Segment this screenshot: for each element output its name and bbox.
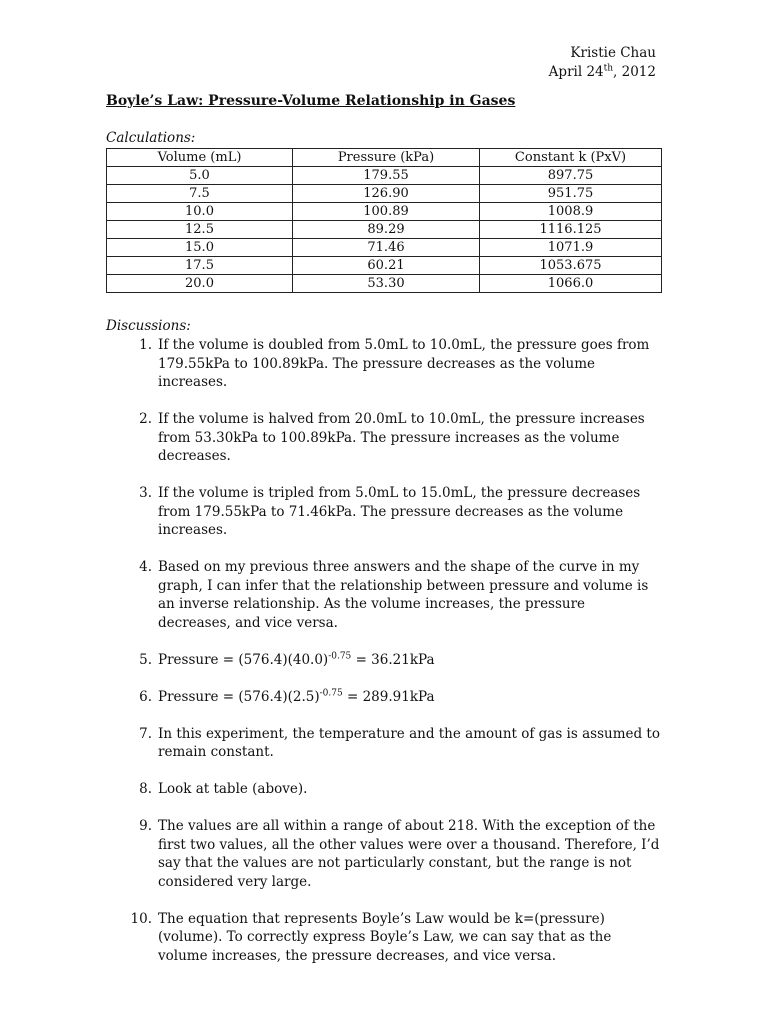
- cell-constant: 1116.125: [480, 221, 662, 239]
- date-ordinal: th: [603, 63, 614, 74]
- discussion-text: The values are all within a range of about 218. With the exception of the first two values, all the other values were over a thousand. Therefore, I’d say that the values are not particularly constant, but the range is not considered very large.: [158, 818, 660, 890]
- table-header-row: [107, 149, 662, 167]
- cell-constant: 897.75: [480, 167, 662, 185]
- header-volume: Volume (mL): [107, 149, 293, 167]
- calculations-label: Calculations:: [106, 130, 196, 146]
- discussion-item: [130, 651, 660, 670]
- author-name: Kristie Chau: [570, 45, 656, 61]
- discussion-item: [130, 484, 660, 540]
- report-date: [549, 63, 656, 82]
- discussion-item: [130, 780, 660, 799]
- cell-volume: 7.5: [107, 185, 293, 203]
- table-row: [107, 203, 662, 221]
- discussions-list: [130, 336, 660, 984]
- formula-part: = 36.21kPa: [351, 651, 435, 668]
- cell-pressure: 179.55: [293, 167, 480, 185]
- discussion-number: 7.: [139, 725, 152, 742]
- discussion-item: [130, 910, 660, 966]
- cell-constant: 951.75: [480, 185, 662, 203]
- discussion-item: [130, 410, 660, 466]
- cell-volume: 20.0: [107, 275, 293, 293]
- discussion-text: If the volume is doubled from 5.0mL to 10.0mL, the pressure goes from 179.55kPa to 100.89kPa. The pressure decreases as the volume increases.: [158, 337, 650, 390]
- discussion-text: If the volume is halved from 20.0mL to 10.0mL, the pressure increases from 53.30kPa to 100.89kPa. The pressure increases as the volume decreases.: [158, 411, 645, 464]
- header-constant: Constant k (PxV): [480, 149, 662, 167]
- cell-pressure: 126.90: [293, 185, 480, 203]
- cell-volume: 12.5: [107, 221, 293, 239]
- table-row: [107, 221, 662, 239]
- discussion-text: Look at table (above).: [158, 781, 308, 797]
- discussion-item: [130, 725, 660, 762]
- cell-pressure: 53.30: [293, 275, 480, 293]
- discussion-text: In this experiment, the temperature and the amount of gas is assumed to remain constant.: [158, 725, 660, 760]
- cell-volume: 15.0: [107, 239, 293, 257]
- discussions-label: Discussions:: [106, 318, 191, 334]
- formula-part: = 289.91kPa: [342, 688, 435, 705]
- cell-volume: 10.0: [107, 203, 293, 221]
- discussion-text: The equation that represents Boyle’s Law would be k=(pressure)(volume). To correctly express Boyle’s Law, we can say that as the volume increases, the pressure decreases, and vice versa.: [158, 910, 612, 964]
- discussion-item: [130, 688, 660, 707]
- table-row: [107, 275, 662, 293]
- cell-volume: 17.5: [107, 257, 293, 275]
- exponent: -0.75: [328, 651, 352, 661]
- table-row: [107, 185, 662, 203]
- discussion-number: 2.: [139, 411, 152, 427]
- discussion-number: 5.: [139, 651, 152, 668]
- table-row: [107, 167, 662, 185]
- table-row: [107, 239, 662, 257]
- cell-pressure: 89.29: [293, 221, 480, 239]
- date-year: , 2012: [613, 64, 656, 80]
- discussion-number: 10.: [130, 910, 152, 927]
- cell-constant: 1053.675: [480, 257, 662, 275]
- cell-constant: 1066.0: [480, 275, 662, 293]
- discussion-number: 4.: [139, 559, 152, 575]
- discussion-number: 3.: [139, 485, 152, 501]
- data-table: [106, 148, 662, 293]
- discussion-text: [158, 652, 435, 668]
- discussion-item: [130, 336, 660, 392]
- cell-constant: 1071.9: [480, 239, 662, 257]
- discussion-number: 6.: [139, 688, 152, 705]
- discussion-text: If the volume is tripled from 5.0mL to 15.0mL, the pressure decreases from 179.55kPa to 71.46kPa. The pressure decreases as the volume increases.: [158, 485, 641, 538]
- discussion-number: 8.: [139, 781, 152, 797]
- page-title: Boyle’s Law: Pressure-Volume Relationship in Gases: [106, 93, 516, 109]
- discussion-text: Based on my previous three answers and the shape of the curve in my graph, I can infer that the relationship between pressure and volume is an inverse relationship. As the volume increases, the pressure decreases, and vice versa.: [158, 559, 649, 631]
- cell-constant: 1008.9: [480, 203, 662, 221]
- header-pressure: Pressure (kPa): [293, 149, 480, 167]
- cell-volume: 5.0: [107, 167, 293, 185]
- discussion-item: [130, 817, 660, 891]
- table-row: [107, 257, 662, 275]
- exponent: -0.75: [319, 688, 343, 698]
- discussion-number: 1.: [139, 337, 152, 353]
- header-block: [549, 44, 656, 82]
- discussion-text: [158, 689, 435, 705]
- cell-pressure: 71.46: [293, 239, 480, 257]
- discussion-item: [130, 558, 660, 632]
- cell-pressure: 100.89: [293, 203, 480, 221]
- formula-part: Pressure = (576.4)(2.5): [158, 688, 320, 705]
- cell-pressure: 60.21: [293, 257, 480, 275]
- date-month-day: April 24: [548, 64, 604, 80]
- discussion-number: 9.: [139, 818, 152, 834]
- table-body: [107, 167, 662, 293]
- formula-part: Pressure = (576.4)(40.0): [158, 651, 329, 668]
